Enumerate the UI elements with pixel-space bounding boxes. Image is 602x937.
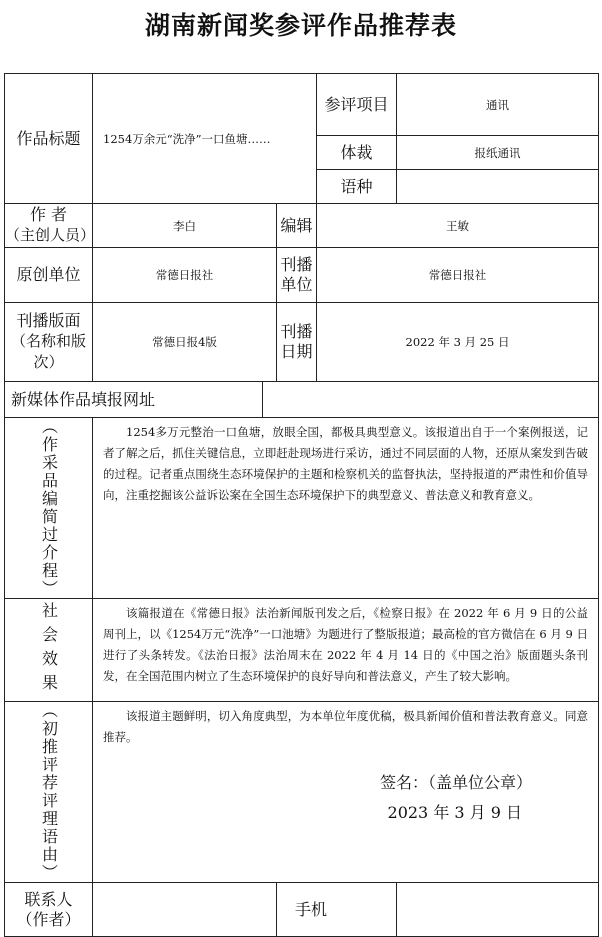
editor-value[interactable]: 王敏 bbox=[317, 204, 599, 248]
category-value[interactable]: 通讯 bbox=[397, 74, 599, 136]
language-value[interactable] bbox=[397, 170, 599, 204]
author-value[interactable]: 李白 bbox=[93, 204, 277, 248]
review-label bbox=[5, 702, 93, 883]
pub-page-label-line1: 刊播版面 bbox=[16, 311, 81, 330]
pub-page-label-line3: 次） bbox=[33, 353, 64, 371]
process-text[interactable] bbox=[93, 418, 599, 599]
recommendation-form bbox=[4, 73, 599, 937]
effect-text[interactable] bbox=[93, 599, 599, 702]
process-label-text: （作采品编简过介程） bbox=[39, 418, 59, 598]
contact-label-line2: （作者） bbox=[16, 909, 81, 929]
pub-page-value[interactable]: 常德日报4版 bbox=[93, 303, 277, 382]
contact-label-line1: 联系人 bbox=[24, 889, 73, 909]
phone-value[interactable] bbox=[397, 883, 599, 937]
effect-paragraph: 该篇报道在《常德日报》法治新闻版刊发之后，《检察日报》在 2022 年 6 月 9 日的公益周刊上，以《1254万元“洗净”一口池塘》为题进行了整版报道；最高检的官方微信在 6 月 9 日进行了头条转发。《法治日报》法治周末在 2022 年 4 月 14 日的《中国之治》版面题头条刊发，在全国范围内树立了生态环境保护的良好导向和普法意义，产生了较大影响。 bbox=[103, 606, 589, 683]
origin-unit-label: 原创单位 bbox=[5, 248, 93, 303]
contact-value[interactable] bbox=[93, 883, 277, 937]
pub-date-value[interactable]: 2022 年 3 月 25 日 bbox=[317, 303, 599, 382]
phone-label: 手机 bbox=[277, 883, 397, 937]
review-label-text: （初推评荐评理语由） bbox=[39, 702, 59, 882]
work-title-value[interactable]: 1254万余元“洗净”一口鱼塘…… bbox=[93, 74, 317, 204]
signature-date: 2023 年 3 月 9 日 bbox=[387, 803, 523, 822]
pub-unit-value[interactable]: 常德日报社 bbox=[317, 248, 599, 303]
pub-date-label-line1: 刊播 bbox=[280, 322, 313, 341]
signature-line: 签名：（盖单位公章） bbox=[380, 773, 533, 792]
genre-label: 体裁 bbox=[317, 136, 397, 170]
author-label-line2: （主创人员） bbox=[5, 226, 96, 244]
pub-date-label bbox=[277, 303, 317, 382]
pub-unit-label-line1: 刊播 bbox=[280, 255, 313, 274]
origin-unit-value[interactable]: 常德日报社 bbox=[93, 248, 277, 303]
genre-value[interactable]: 报纸通讯 bbox=[397, 136, 599, 170]
contact-label bbox=[5, 883, 93, 937]
pub-date-label-line2: 日期 bbox=[280, 342, 313, 361]
new-media-url-value[interactable] bbox=[263, 382, 599, 418]
category-label: 参评项目 bbox=[317, 74, 397, 136]
pub-page-label bbox=[5, 303, 93, 382]
review-paragraph: 该报道主题鲜明，切入角度典型，为本单位年度优稿，极具新闻价值和普法教育意义。同意推荐。 bbox=[103, 709, 589, 744]
language-label: 语种 bbox=[317, 170, 397, 204]
effect-label bbox=[5, 599, 93, 702]
pub-unit-label-line2: 单位 bbox=[280, 275, 313, 294]
process-label bbox=[5, 418, 93, 599]
pub-page-label-line2: （名称和版 bbox=[10, 332, 86, 350]
author-label-line1: 作 者 bbox=[29, 205, 68, 224]
editor-label: 编辑 bbox=[277, 204, 317, 248]
pub-unit-label bbox=[277, 248, 317, 303]
page-title: 湖南新闻奖参评作品推荐表 bbox=[144, 11, 457, 40]
author-label bbox=[5, 204, 96, 248]
effect-label-text: 社会效果 bbox=[39, 602, 59, 698]
review-cell[interactable] bbox=[93, 702, 599, 883]
work-title-label: 作品标题 bbox=[5, 74, 93, 204]
new-media-url-label: 新媒体作品填报网址 bbox=[5, 382, 263, 418]
process-paragraph: 1254多万元整治一口鱼塘，放眼全国，都极具典型意义。该报道出自于一个案例报送，记者了解之后，抓住关键信息，立即赶赴现场进行采访，通过不同层面的人物，还原从案发到告破的过程。记者重点围绕生态环境保护的主题和检察机关的监督执法，坚持报道的严肃性和价值导向，注重挖掘该公益诉讼案在全国生态环境保护下的典型意义、普法意义和教育意义。 bbox=[103, 425, 589, 502]
